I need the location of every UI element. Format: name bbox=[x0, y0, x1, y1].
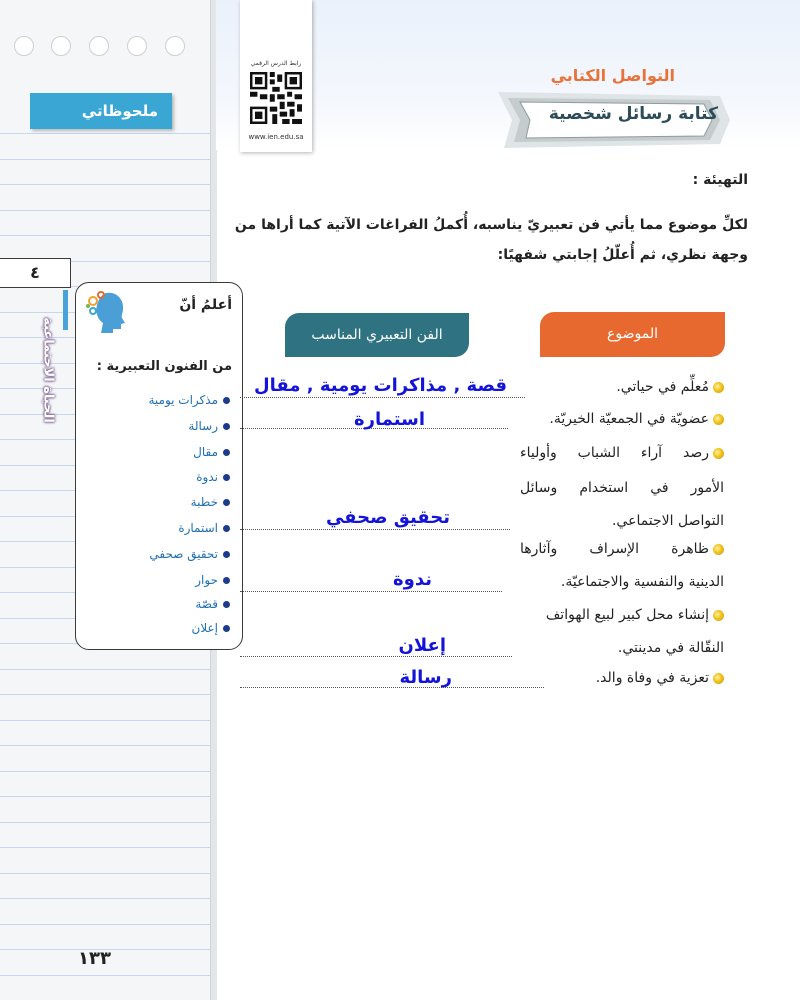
bullet-icon bbox=[713, 610, 724, 621]
ruled-line bbox=[0, 133, 210, 134]
bullet-icon bbox=[713, 673, 724, 684]
answer-text: تحقيق صحفي bbox=[325, 507, 450, 528]
answer-line bbox=[240, 591, 502, 592]
ruled-line bbox=[0, 796, 210, 797]
ruled-line bbox=[0, 235, 210, 236]
topic-line: التواصل الاجتماعي. bbox=[611, 513, 724, 529]
art-column-header: الفن التعبيري المناسب bbox=[285, 313, 469, 357]
ruled-line bbox=[0, 669, 210, 670]
bullet-icon bbox=[223, 499, 230, 506]
ruled-line bbox=[0, 975, 210, 976]
bullet-icon bbox=[713, 414, 724, 425]
bullet-icon bbox=[713, 544, 724, 555]
topic-line: ظاهرة الإسراف وآثارها bbox=[520, 541, 724, 557]
answer-line bbox=[240, 656, 512, 657]
binder-hole bbox=[51, 36, 71, 56]
topic-line: إنشاء محل كبير لبيع الهواتف bbox=[546, 607, 724, 623]
answer-line bbox=[240, 397, 525, 398]
know-item: تحقيق صحفي bbox=[149, 547, 230, 561]
ruled-line bbox=[0, 720, 210, 721]
know-item: مذكرات يومية bbox=[148, 393, 230, 407]
know-item: مقال bbox=[193, 445, 230, 459]
bullet-icon bbox=[223, 423, 230, 430]
qr-label: رابط الدرس الرقمي bbox=[250, 60, 302, 67]
ruled-line bbox=[0, 822, 210, 823]
topic-line: مُعلِّم في حياتي. bbox=[616, 379, 724, 395]
know-item: رسالة bbox=[188, 419, 230, 433]
bullet-icon bbox=[223, 474, 230, 481]
qr-card[interactable] bbox=[240, 0, 312, 152]
ruled-line bbox=[0, 210, 210, 211]
page-number: ١٣٣ bbox=[78, 948, 111, 969]
unit-tab bbox=[63, 290, 68, 330]
answer-line bbox=[240, 687, 544, 688]
know-item: قصّة bbox=[195, 597, 230, 611]
answer-text: استمارة bbox=[353, 409, 425, 430]
ruled-line bbox=[0, 694, 210, 695]
bullet-icon bbox=[223, 525, 230, 532]
unit-number: ٤ bbox=[0, 258, 71, 288]
topic-column-header: الموضوع bbox=[540, 312, 725, 357]
ruled-line bbox=[0, 745, 210, 746]
know-box-title: أعلمُ أنّ bbox=[179, 297, 232, 313]
bullet-icon bbox=[223, 551, 230, 558]
topic-line: عضويّة في الجمعيّة الخيريّة. bbox=[549, 411, 724, 427]
answer-text: إعلان bbox=[398, 635, 446, 656]
bullet-icon bbox=[713, 382, 724, 393]
lesson-title: كتابة رسائل شخصية bbox=[548, 104, 718, 124]
section-title: التواصل الكتابي bbox=[550, 66, 675, 85]
head-gears-icon bbox=[84, 287, 132, 335]
know-item: حوار bbox=[195, 573, 230, 587]
topic-line: تعزية في وفاة والد. bbox=[596, 670, 724, 686]
topic-line: رصد آراء الشباب وأولياء bbox=[520, 445, 724, 461]
instruction-text: لكلِّ موضوع مما يأتي فن تعبيريّ يناسبه، أُكملُ الفراغات الآتية كما أراها من وجهة نظري، ثم أُعلّلُ إجابتي شفهيًا: bbox=[234, 217, 748, 263]
know-item: خطبة bbox=[191, 495, 230, 509]
bullet-icon bbox=[223, 577, 230, 584]
bullet-icon bbox=[223, 397, 230, 404]
know-box-subtitle: من الفنون التعبيرية : bbox=[96, 359, 232, 374]
know-item: ندوة bbox=[196, 470, 230, 484]
ruled-line bbox=[0, 771, 210, 772]
binder-hole bbox=[127, 36, 147, 56]
answer-text: رسالة bbox=[399, 667, 452, 688]
topic-line: النقّالة في مدينتي. bbox=[617, 640, 724, 656]
binder-hole bbox=[14, 36, 34, 56]
ruled-line bbox=[0, 924, 210, 925]
ruled-line bbox=[0, 873, 210, 874]
topic-line: الأمور في استخدام وسائل bbox=[520, 480, 724, 496]
binder-hole bbox=[165, 36, 185, 56]
bullet-icon bbox=[223, 601, 230, 608]
bullet-icon bbox=[713, 448, 724, 459]
answer-line bbox=[240, 529, 510, 530]
bullet-icon bbox=[223, 449, 230, 456]
know-item: إعلان bbox=[192, 621, 230, 635]
warmup-label: التهيئة : bbox=[692, 172, 748, 188]
ruled-line bbox=[0, 159, 210, 160]
know-item: استمارة bbox=[178, 521, 230, 535]
answer-text: قصة , مذاكرات يومية , مقال bbox=[253, 375, 507, 396]
bullet-icon bbox=[223, 625, 230, 632]
answer-text: ندوة bbox=[393, 569, 432, 590]
know-box bbox=[75, 282, 243, 650]
ruled-line bbox=[0, 898, 210, 899]
qr-url: www.ien.edu.sa bbox=[248, 133, 304, 141]
unit-label: الحياة الاجتماعية bbox=[40, 317, 56, 423]
qr-code-icon[interactable] bbox=[250, 72, 302, 124]
topic-line: الدينية والنفسية والاجتماعيّة. bbox=[560, 574, 724, 590]
ruled-line bbox=[0, 184, 210, 185]
ruled-line bbox=[0, 847, 210, 848]
notes-title: ملحوظاتي bbox=[30, 93, 172, 129]
binder-hole bbox=[89, 36, 109, 56]
